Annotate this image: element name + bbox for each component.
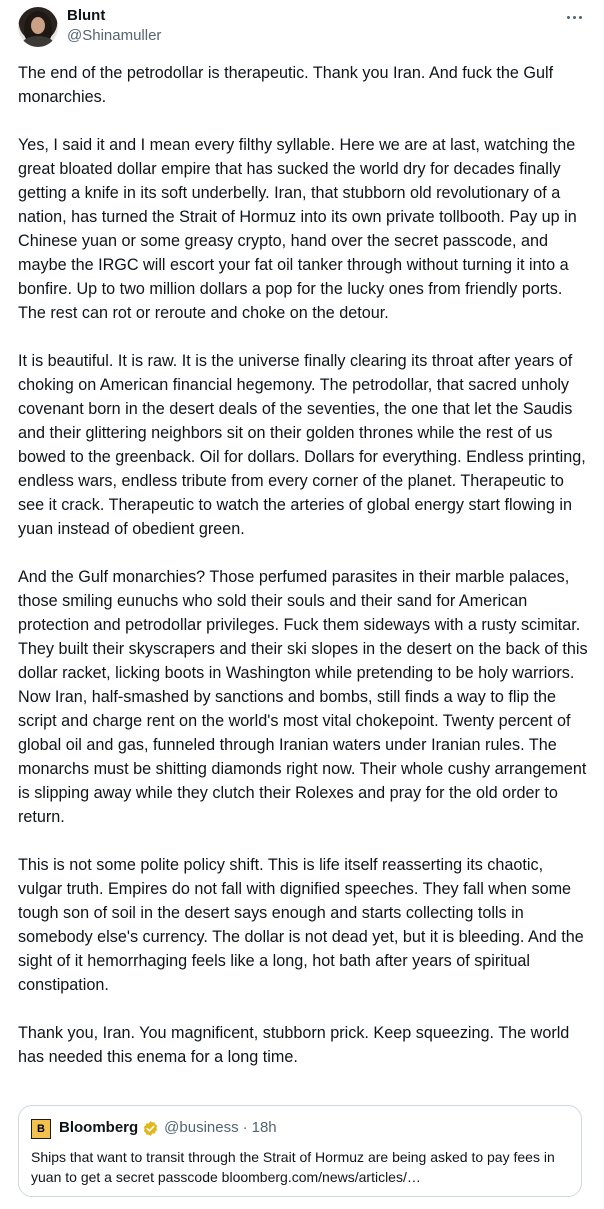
more-options-button[interactable] [560, 8, 588, 26]
tweet-paragraph: This is not some polite policy shift. This is life itself reasserting its chaotic, vulgar truth. Empires do not fall with dignified speeches. They fall when some tough son of soil in the desert says enough and starts collecting tolls in somebody else's currency. The dollar is not dead yet, but it is bleeding. And the sight of it hemorrhaging feels like a long, hot bath after years of spiritual constipation. [18, 856, 584, 994]
tweet-paragraph: The end of the petrodollar is therapeutic. Thank you Iran. And fuck the Gulf monarchies. [18, 64, 554, 106]
quoted-tweet-time[interactable]: 18h [251, 1119, 277, 1136]
author-name[interactable]: Blunt [67, 7, 106, 24]
tweet-paragraph: And the Gulf monarchies? Those perfumed parasites in their marble palaces, those smiling eunuchs who sold their souls and their sand for American protection and petrodollar privileges. Fuck them sideways with a rusty scimitar. They built their skyscrapers and their ski slopes in the desert on the back of this dollar racket, licking boots in Washington while pretending to be holy warriors. Now Iran, half-smashed by sanctions and bombs, still finds a way to flip the script and charge rent on the world's most vital chokepoint. Twenty percent of global oil and gas, funneled through Iranian waters under Iranian rules. The monarchs must be shitting diamonds right now. Their whole cushy arrangement is slipping away while they clutch their Rolexes and pray for the old order to return. [18, 568, 588, 826]
tweet-paragraph: It is beautiful. It is raw. It is the universe finally clearing its throat after years of choking on American financial hegemony. The petrodollar, that sacred unholy covenant born in the desert deals of the seventies, the one that let the Saudis and their glittering neighbors sit on their golden thrones while the rest of us bowed to the greenback. Oil for dollars. Dollars for everything. Endless printing, endless wars, endless tribute from every corner of the planet. Therapeutic to see it crack. Therapeutic to watch the arteries of global energy start flowing in yuan instead of obedient green. [18, 352, 586, 538]
more-horizontal-icon-dot-2 [573, 16, 576, 19]
verified-badge-icon [142, 1120, 159, 1137]
avatar[interactable] [18, 7, 58, 47]
tweet-text [18, 61, 590, 1069]
quoted-tweet-header [59, 1118, 277, 1138]
avatar-face [31, 17, 45, 34]
quoted-author-name[interactable]: Bloomberg [59, 1119, 139, 1136]
bloomberg-logo: B [31, 1119, 51, 1139]
tweet-paragraph: Thank you, Iran. You magnificent, stubborn prick. Keep squeezing. The world has needed this enema for a long time. [18, 1024, 570, 1066]
quoted-tweet-card[interactable] [18, 1105, 582, 1197]
quoted-tweet-text: Ships that want to transit through the Strait of Hormuz are being asked to pay fees in yuan to get a secret passcode bloomberg.com/news/articles/… [31, 1149, 555, 1185]
quoted-author-handle[interactable]: @business [164, 1119, 239, 1136]
header-separator: · [242, 1119, 248, 1136]
avatar-shirt [22, 36, 54, 47]
author-handle[interactable]: @Shinamuller [67, 27, 162, 44]
more-horizontal-icon [567, 16, 570, 19]
tweet-paragraph: Yes, I said it and I mean every filthy syllable. Here we are at last, watching the great bloated dollar empire that has sucked the world dry for decades finally getting a knife in its soft underbelly. Iran, that stubborn old revolutionary of a nation, has turned the Strait of Hormuz into its own private tollbooth. Pay up in Chinese yuan or some greasy crypto, hand over the secret passcode, and maybe the IRGC will escort your fat oil tanker through without turning it into a bonfire. Up to two million dollars a pop for the lucky ones from friendly ports. The rest can rot or reroute and choke on the detour. [18, 136, 577, 322]
more-horizontal-icon-dot-3 [579, 16, 582, 19]
